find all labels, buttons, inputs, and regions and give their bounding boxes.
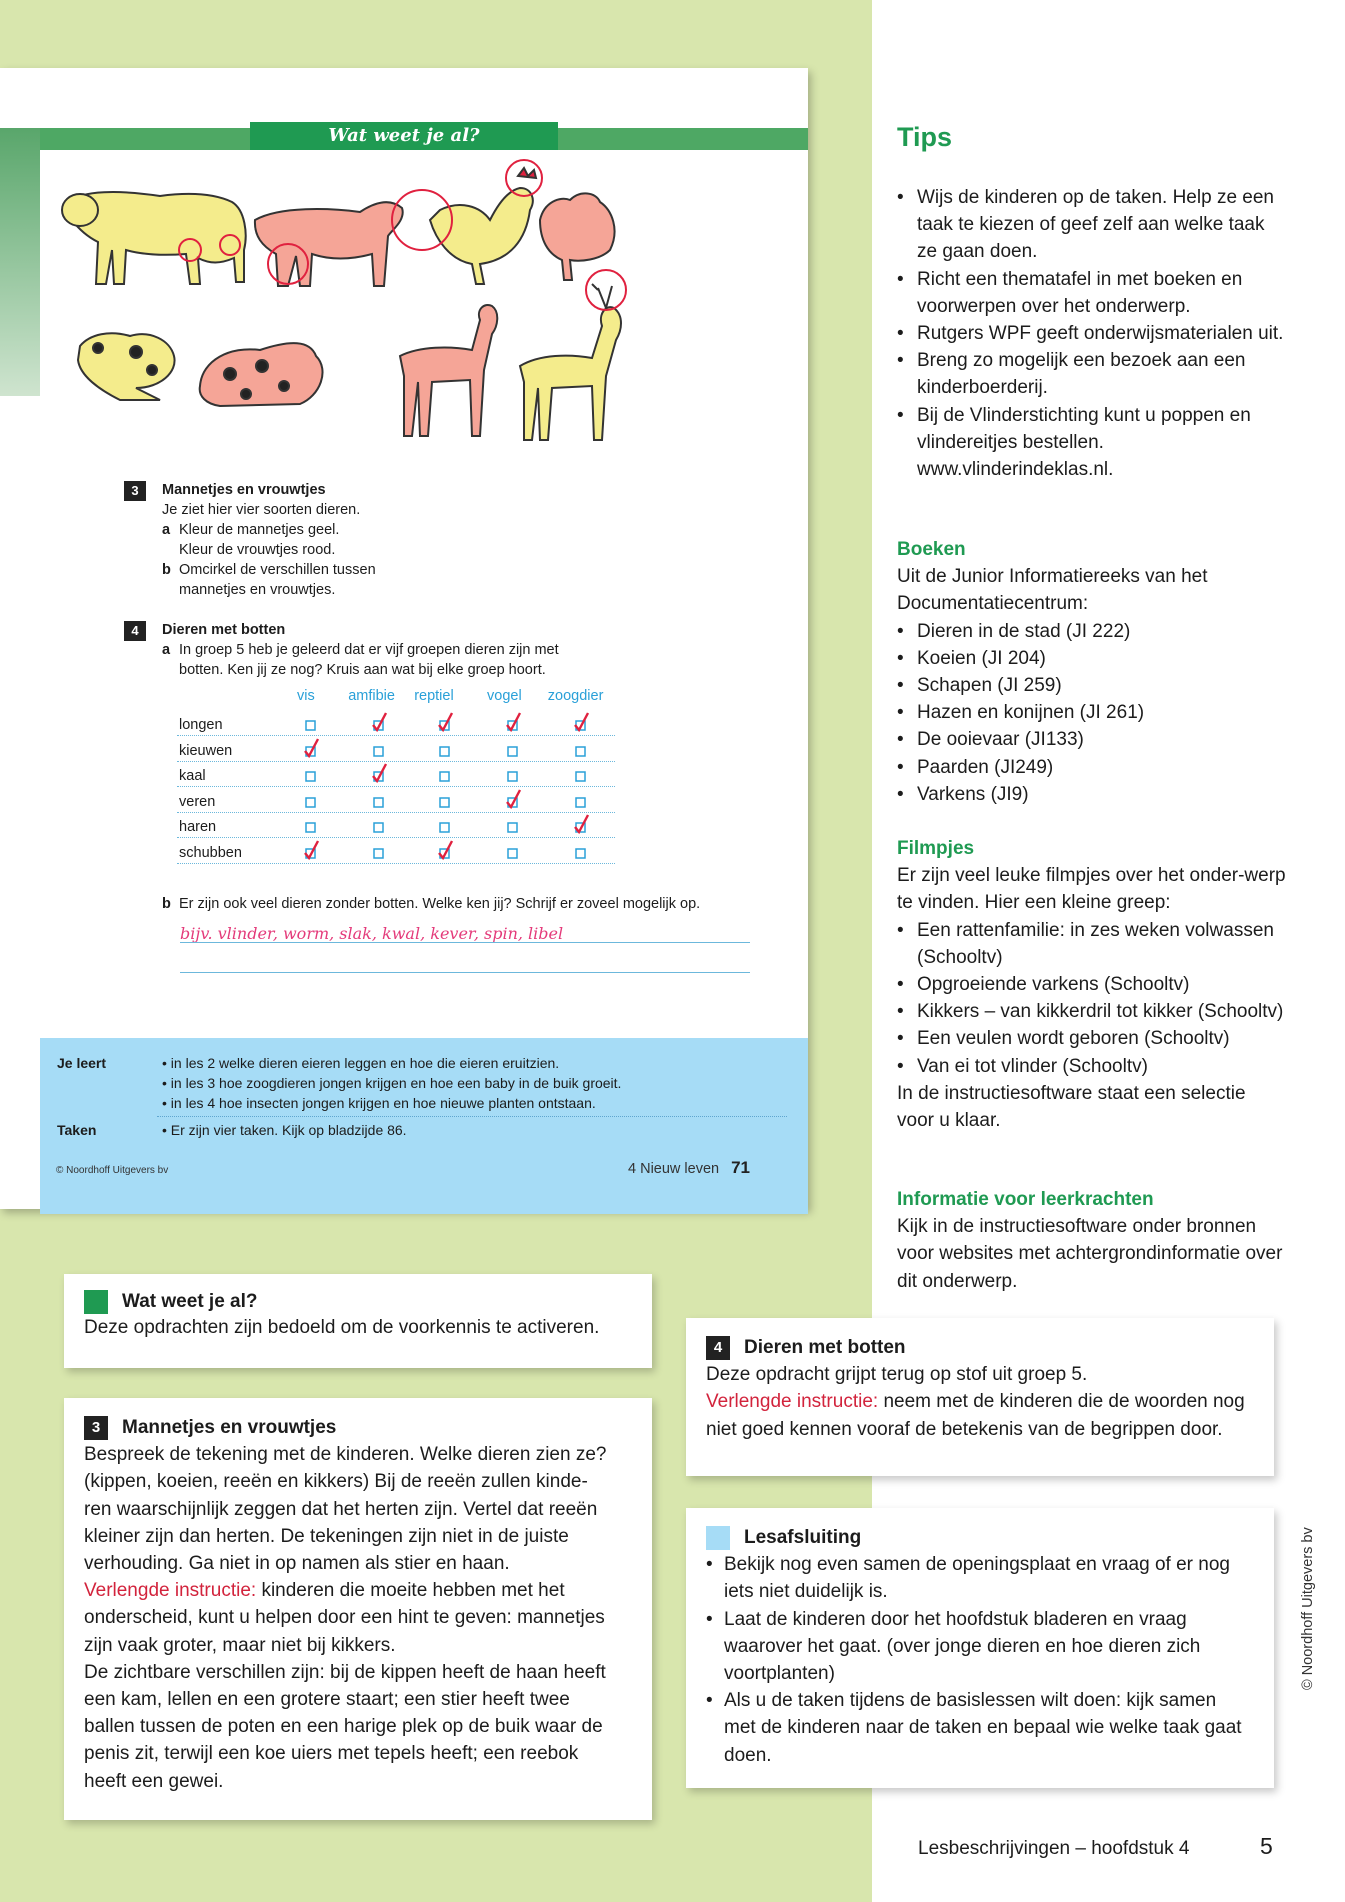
films-intro: Er zijn veel leuke filmpjes over het onder-werp te vinden. Hier een kleine greep: [897,865,1286,914]
tips-item: • Breng zo mogelijk een bezoek aan een kinderboerderij. [897,347,1287,401]
question-3-number: 3 [124,481,146,501]
question-4a-line2: botten. Ken jij ze nog? Kruis aan wat bij elke groep hoort. [179,662,546,678]
checkbox-icon[interactable] [507,745,519,757]
tips-item: • Rutgers WPF geeft onderwijsmaterialen uit. [897,320,1287,347]
card-wat-title: Wat weet je al? [122,1291,258,1312]
card-3-number: 3 [84,1416,108,1440]
card-3-line-1: Bespreek de tekening met de kinderen. Welke dieren zien ze? [84,1444,607,1466]
card-3-line-2: (kippen, koeien, reeën en kikkers) Bij de reeën zullen kinde- [84,1471,588,1493]
table-row [177,787,615,813]
films-list [897,917,1297,1080]
workbook-copyright: © Noordhoff Uitgevers bv [56,1165,169,1176]
table-column-header: amfibie [348,688,395,704]
card-les-item: • Bekijk nog even samen de openingsplaat en vraag of er nog iets niet duidelijk is. [706,1551,1244,1605]
card-3-line-12: penis zit, terwijl een koe uiers met tepels heeft; een reebok [84,1743,579,1765]
question-4b-text: Er zijn ook veel dieren zonder botten. Welke ken jij? Schrijf er zoveel mogelijk op. [179,896,701,912]
question-3b-letter: b [162,562,171,578]
films-item: • Een veulen wordt geboren (Schooltv) [897,1025,1297,1052]
card-les-list [706,1551,1244,1769]
books-item: • Hazen en konijnen (JI 261) [897,699,1297,726]
card-3-line-5: verhouding. Ga niet in op namen als stier en haan. [84,1553,510,1575]
taken-label: Taken [57,1122,97,1138]
table-column-header: zoogdier [547,688,604,704]
card-3-line-6-text: kinderen die moeite hebben met het [256,1580,565,1602]
learning-goals-box [40,1038,808,1214]
table-row-label: kieuwen [179,742,233,759]
checkbox-icon[interactable] [439,796,451,808]
tips-item: • Bij de Vlinderstichting kunt u poppen en vlindereitjes bestellen. www.vlinderindeklas.nl. [897,402,1287,484]
checkbox-icon[interactable] [507,821,519,833]
learn-label: Je leert [57,1055,107,1071]
learn-bullet-3: • in les 4 hoe insecten jongen krijgen en hoe nieuwe planten ontstaan. [162,1095,596,1111]
films-item: • Van ei tot vlinder (Schooltv) [897,1053,1297,1080]
tips-title: Tips [897,122,953,152]
card-4-line-2 [706,1388,1274,1415]
checkbox-icon[interactable] [439,821,451,833]
films-title: Filmpjes [897,838,975,859]
animals-illustration [40,150,808,450]
table-row [177,761,615,787]
table-row [177,812,615,838]
checked-checkbox-icon[interactable] [305,847,317,859]
card-wat-text: Deze opdrachten zijn bedoeld om de voorkennis te activeren. [84,1317,600,1339]
question-3 [131,480,376,600]
taken-bullet: • Er zijn vier taken. Kijk op bladzijde 86. [162,1122,407,1138]
question-3b-line2: mannetjes en vrouwtjes. [179,582,336,598]
card-lesafsluiting [686,1508,1274,1788]
question-3-intro: Je ziet hier vier soorten dieren. [162,502,361,518]
card-4-red-label: Verlengde instructie: [706,1391,879,1413]
card-3-line-4: kleiner zijn dan herten. De tekeningen zijn niet in de juiste [84,1525,569,1547]
checkbox-icon[interactable] [305,770,317,782]
question-4-number: 4 [124,621,146,641]
books-item: • Dieren in de stad (JI 222) [897,618,1297,645]
question-3-title: Mannetjes en vrouwtjes [162,482,326,498]
card-3-red-label: Verlengde instructie: [84,1580,257,1602]
answer-line-2 [180,972,750,973]
info-text: Kijk in de instructiesoftware onder bronnen voor websites met achtergrondinformatie over dit onderwerp. [897,1216,1283,1292]
question-4a-letter: a [162,642,171,658]
table-row-label: veren [179,793,216,810]
tips-item: • Wijs de kinderen op de taken. Help ze een taak te kiezen of geef zelf aan welke taak ze gaan doen. [897,184,1287,266]
checked-checkbox-icon[interactable] [305,745,317,757]
card-3-line-11: ballen tussen de poten en een harige plek op de buik waar de [84,1716,603,1738]
workbook-footer [628,1158,750,1178]
checkbox-icon[interactable] [439,745,451,757]
books-intro: Uit de Junior Informatiereeks van het Documentatiecentrum: [897,566,1208,615]
learn-divider [157,1116,787,1117]
books-item: • Paarden (JI249) [897,754,1297,781]
card-3-line-7: onderscheid, kunt u helpen door een hint te geven: mannetjes [84,1607,605,1629]
card-les-title: Lesafsluiting [744,1527,862,1548]
card-les-item: • Als u de taken tijdens de basislessen wilt doen: kijk samen met de kinderen naar de taken en bepaal wie welke taak gaat doen. [706,1687,1244,1769]
workbook-page [0,68,808,1209]
checked-checkbox-icon[interactable] [507,719,519,731]
card-les-item: • Laat de kinderen door het hoofdstuk bladeren en vraag waarover het gaat. (over jonge dieren en hoe dieren zich voortplanten) [706,1606,1244,1688]
cow-drawing [255,202,403,286]
copyright-vertical-wrap [1300,1470,1320,1690]
books-item: • Schapen (JI 259) [897,672,1297,699]
table-row-label: haren [179,819,217,835]
answer-line-1 [180,942,750,943]
table-row [177,710,615,736]
card-dieren-met-botten [686,1318,1274,1476]
checkbox-icon[interactable] [575,770,587,782]
card-3-line-8: zijn vaak groter, maar niet bij kikkers. [84,1634,396,1656]
checked-checkbox-icon[interactable] [373,719,385,731]
learn-bullet-2: • in les 3 hoe zoogdieren jongen krijgen en hoe een baby in de buik groeit. [162,1075,622,1091]
question-4b-letter: b [162,896,171,912]
checkbox-icon[interactable] [439,770,451,782]
table-row-label: longen [179,717,223,733]
books-item: • Koeien (JI 204) [897,645,1297,672]
card-4-title: Dieren met botten [744,1337,906,1358]
question-3b-line1: Omcirkel de verschillen tussen [179,562,376,578]
learn-bullet-1: • in les 2 welke dieren eieren leggen en hoe die eieren eruitzien. [162,1055,560,1071]
copyright-vertical: © Noordhoff Uitgevers bv [1300,1527,1316,1690]
doe-drawing [400,305,497,436]
books-title: Boeken [897,539,966,560]
card-wat-weet-je-al [64,1274,652,1368]
films-outro: In de instructiesoftware staat een selectie voor u klaar. [897,1082,1246,1132]
table-column-header: vis [297,688,315,704]
workbook-sidebar-stripe [0,128,40,396]
workbook-chapter: 4 Nieuw leven [628,1161,720,1177]
books-item: • Varkens (JI9) [897,781,1297,808]
checkbox-icon[interactable] [373,821,385,833]
checkbox-icon[interactable] [507,770,519,782]
checkbox-icon[interactable] [373,847,385,859]
table-row-label: kaal [179,768,206,784]
question-4 [131,620,559,680]
question-3a-line1: Kleur de mannetjes geel. [179,522,340,538]
table-column-header: reptiel [414,688,454,704]
card-3-line-10: een kam, lellen en een grotere staart; een stier heeft twee [84,1689,570,1711]
card-3-line-3: ren waarschijnlijk zeggen dat het herten zijn. Vertel dat reeën [84,1498,598,1520]
info-section [897,1186,1297,1295]
question-4-title: Dieren met botten [162,622,286,638]
tips-item: • Richt een thematafel in met boeken en voorwerpen over het onderwerp. [897,266,1287,320]
card-3-line-6 [84,1577,652,1604]
checkbox-icon[interactable] [373,745,385,757]
card-4-line-2-text: neem met de kinderen die de woorden nog [878,1391,1245,1413]
page-footer: Lesbeschrijvingen – hoofdstuk 4 [918,1838,1190,1859]
card-mannetjes-vrouwtjes [64,1398,652,1820]
checked-checkbox-icon[interactable] [439,719,451,731]
workbook-title: Wat weet je al? [250,122,558,150]
card-3-title: Mannetjes en vrouwtjes [122,1417,337,1438]
question-3a-line2: Kleur de vrouwtjes rood. [179,542,336,558]
tips-section [897,184,1287,483]
table-row [177,736,615,762]
checked-checkbox-icon[interactable] [373,770,385,782]
page-number: 5 [1260,1833,1273,1859]
checkbox-icon[interactable] [575,796,587,808]
table-row [177,838,615,864]
films-item: • Kikkers – van kikkerdril tot kikker (Schooltv) [897,998,1297,1025]
pink-frog-drawing [200,343,323,406]
checkbox-icon[interactable] [507,847,519,859]
checkbox-icon[interactable] [575,745,587,757]
buck-drawing [520,284,621,440]
card-4-line-1: Deze opdracht grijpt terug op stof uit groep 5. [706,1364,1088,1386]
tips-list [897,184,1287,483]
bull-drawing [62,192,246,284]
card-3-line-9: De zichtbare verschillen zijn: bij de kippen heeft de haan heeft [84,1661,606,1683]
card-4-number: 4 [706,1336,730,1360]
table-column-header: vogel [487,688,522,704]
checkbox-icon[interactable] [373,796,385,808]
checkbox-icon[interactable] [305,821,317,833]
question-4a-line1: In groep 5 heb je geleerd dat er vijf groepen dieren zijn met [179,642,559,658]
card-4-line-3: niet goed kennen vooraf de betekenis van de begrippen door. [706,1418,1223,1440]
card-3-line-13: heeft een gewei. [84,1770,224,1792]
workbook-page-number: 71 [731,1158,750,1177]
checked-checkbox-icon[interactable] [507,796,519,808]
books-list [897,618,1297,808]
books-section [897,536,1297,808]
checked-checkbox-icon[interactable] [439,847,451,859]
books-item: • De ooievaar (JI133) [897,726,1297,753]
checkbox-icon[interactable] [305,796,317,808]
checkbox-icon[interactable] [575,847,587,859]
question-3a-letter: a [162,522,171,538]
blue-square-icon [706,1526,730,1550]
checked-checkbox-icon[interactable] [575,821,587,833]
question-4b [162,894,700,914]
rooster-drawing [430,168,536,284]
checkbox-icon[interactable] [305,719,317,731]
checked-checkbox-icon[interactable] [575,719,587,731]
handwritten-answer: bijv. vlinder, worm, slak, kwal, kever, spin, libel [180,924,564,943]
table-row-label: schubben [179,844,242,861]
green-square-icon [84,1290,108,1314]
hen-drawing [540,193,615,280]
films-item: • Opgroeiende varkens (Schooltv) [897,971,1297,998]
info-title: Informatie voor leerkrachten [897,1189,1154,1210]
small-frog-drawing [78,333,175,400]
films-item: • Een rattenfamilie: in zes weken volwassen (Schooltv) [897,917,1297,971]
films-section [897,835,1297,1134]
